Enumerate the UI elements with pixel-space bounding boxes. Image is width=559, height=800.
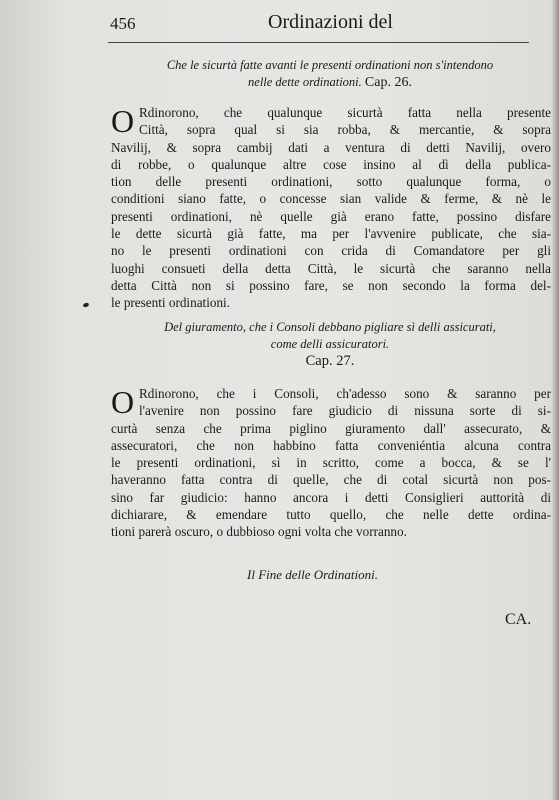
chapter-27-heading — [112, 319, 548, 353]
text-line: Rdinorono, che qualunque sicurtà fatta nella presente — [139, 105, 551, 120]
chapter-27-text — [111, 385, 551, 541]
chapter-27-heading-line: come delli assicuratori. — [270, 337, 390, 351]
chapter-26-heading — [112, 57, 548, 91]
page-number: 456 — [110, 14, 136, 33]
text-line: di robbe, o qualunque altre cose insino al dì della publica- — [111, 156, 551, 172]
chapter-27-cap: Cap. 27. — [305, 353, 355, 369]
chapter-26-heading-line-2: nelle dette ordinationi. — [248, 75, 362, 89]
text-line: presenti ordinationi, nè quelle già erano fatte, possino disfare — [111, 208, 551, 224]
text-line: luoghi consueti della detta Città, le sicurtà che saranno nella — [111, 260, 551, 276]
text-line: Rdinorono, che i Consoli, ch'adesso sono & saranno per — [139, 386, 551, 401]
text-line: le dette sicurtà già fatte, ma per l'avvenire publicate, che sia- — [111, 226, 551, 242]
chapter-26-dropcap: O — [111, 103, 135, 139]
text-line: Navilij, & sopra cambij dati a ventura di detti Navilij, overo — [111, 139, 551, 155]
header-rule — [108, 42, 529, 43]
text-line: haveranno fatta contra di quelle, che di cotal sicurtà non pos- — [111, 472, 551, 488]
text-line: Città, sopra qual si sia robba, & mercantie, & sopra — [139, 122, 551, 138]
text-line: assecuratori, che non habbino fatta conveniéntia alcuna contra — [111, 437, 551, 453]
chapter-27-heading-line: Del giuramento, che i Consoli debbano pigliare sì delli assicurati, — [164, 320, 496, 334]
catchword: CA. — [505, 611, 532, 628]
text-line: tioni parerà oscuro, o dubbioso ogni volta che vorranno. — [111, 524, 407, 540]
chapter-27-dropcap: O — [111, 384, 135, 420]
text-line: curtà senza che prima piglino giuramento dall' assecurato, & — [111, 420, 551, 436]
text-line: le presenti ordinationi. — [111, 295, 231, 311]
chapter-26-text — [111, 104, 551, 312]
running-title: Ordinazioni del — [268, 11, 393, 33]
chapter-26-cap: Cap. 26. — [364, 75, 412, 90]
text-line: sino far giudicio: hanno ancora i detti Consiglieri auttorità di — [111, 489, 551, 505]
text-line: dichiarare, & emendare tutto quello, che nelle dette ordina- — [111, 507, 551, 523]
text-line: tion delle presenti ordinationi, sotto qualunque forma, o — [111, 174, 551, 190]
text-line: detta Città non si possino fare, se non secondo la forma del- — [111, 277, 551, 293]
text-line: conditioni siano fatte, o concesse sian valide & ferme, & nè le — [111, 191, 551, 207]
chapter-26-heading-line — [112, 74, 548, 91]
text-line: le presenti ordinationi, sì in scritto, come a bocca, & se l' — [111, 455, 551, 471]
chapter-26-heading-line: Che le sicurtà fatte avanti le presenti ordinationi non s'intendono — [166, 58, 494, 72]
text-line: l'avenire non possino fare giudicio di nissuna sorte di si- — [139, 403, 551, 419]
text-line: no le presenti ordinationi con crida di Comandatore per gli — [111, 243, 551, 259]
ink-mark — [82, 302, 89, 308]
fine-delle-ordinationi: Il Fine delle Ordinationi. — [247, 567, 378, 582]
